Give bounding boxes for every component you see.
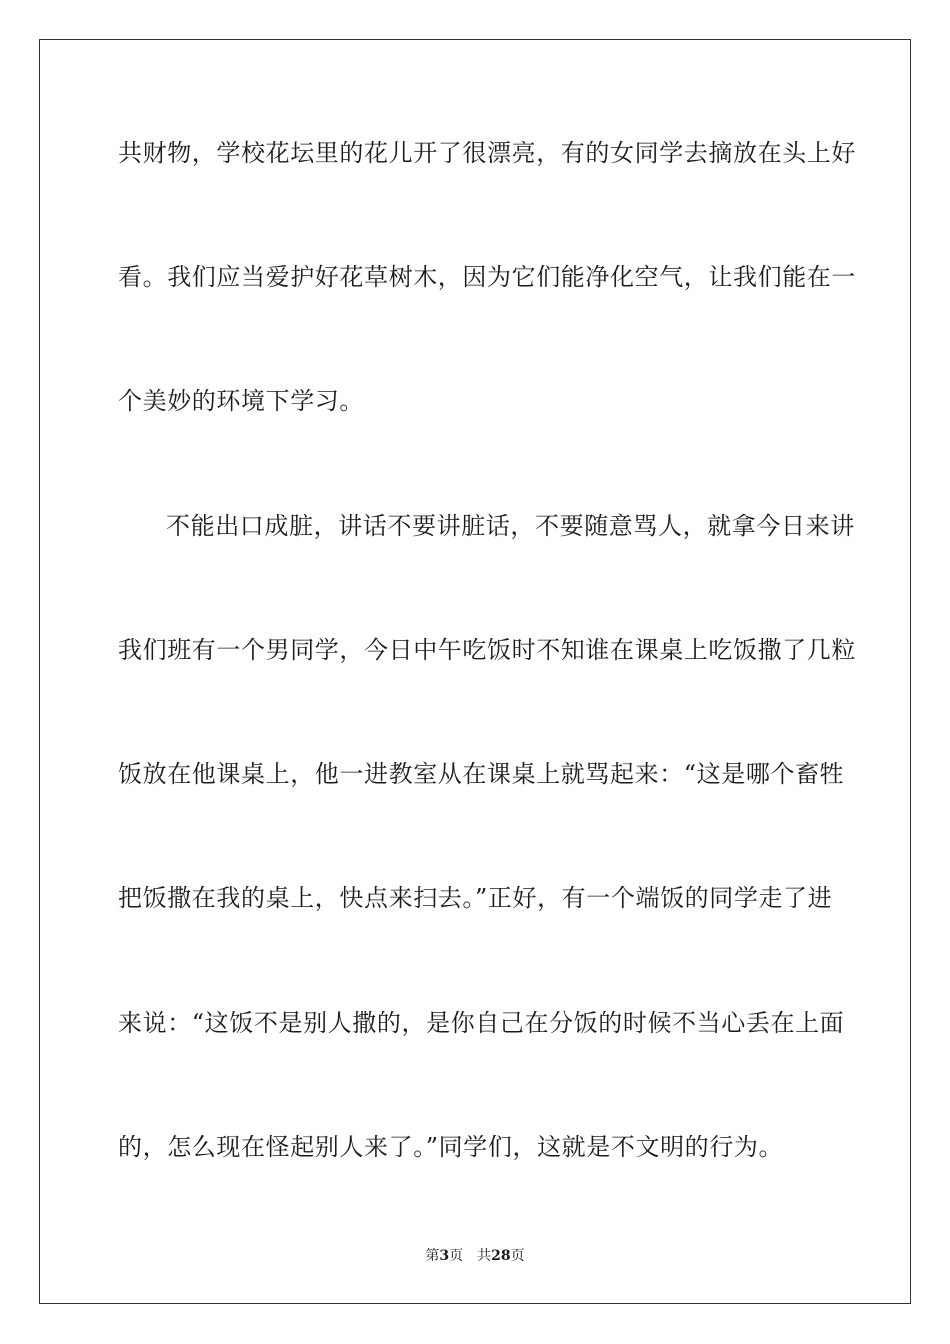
paragraph-line-5: 我们班有一个男同学，今日中午吃饭时不知谁在课桌上吃饭撒了几粒 — [118, 636, 856, 664]
paragraph-line-1: 共财物，学校花坛里的花儿开了很漂亮，有的女同学去摘放在头上好 — [118, 139, 856, 167]
total-pages: 28 — [491, 1248, 511, 1264]
page-border — [39, 39, 911, 1304]
paragraph-line-6: 饭放在他课桌上，他一进教室从在课桌上就骂起来：“这是哪个畜牲 — [118, 760, 845, 788]
page-footer — [0, 1247, 950, 1265]
paragraph-line-9: 的，怎么现在怪起别人来了。”同学们，这就是不文明的行为。 — [118, 1133, 784, 1161]
paragraph-line-7: 把饭撒在我的桌上，快点来扫去。”正好，有一个端饭的同学走了进 — [118, 884, 833, 912]
paragraph-line-3: 个美妙的环境下学习。 — [118, 387, 364, 415]
page-number: 3 — [439, 1248, 450, 1264]
paragraph-line-2: 看。我们应当爱护好花草树木，因为它们能净化空气，让我们能在一 — [118, 263, 856, 291]
total-pages-label: 共28页 — [477, 1248, 525, 1264]
paragraph-line-8: 来说：“这饭不是别人撒的，是你自己在分饭的时候不当心丢在上面 — [118, 1009, 845, 1037]
page-number-label: 第3页 — [425, 1248, 464, 1264]
paragraph-line-4: 不能出口成脏，讲话不要讲脏话，不要随意骂人，就拿今日来讲 — [166, 512, 855, 540]
